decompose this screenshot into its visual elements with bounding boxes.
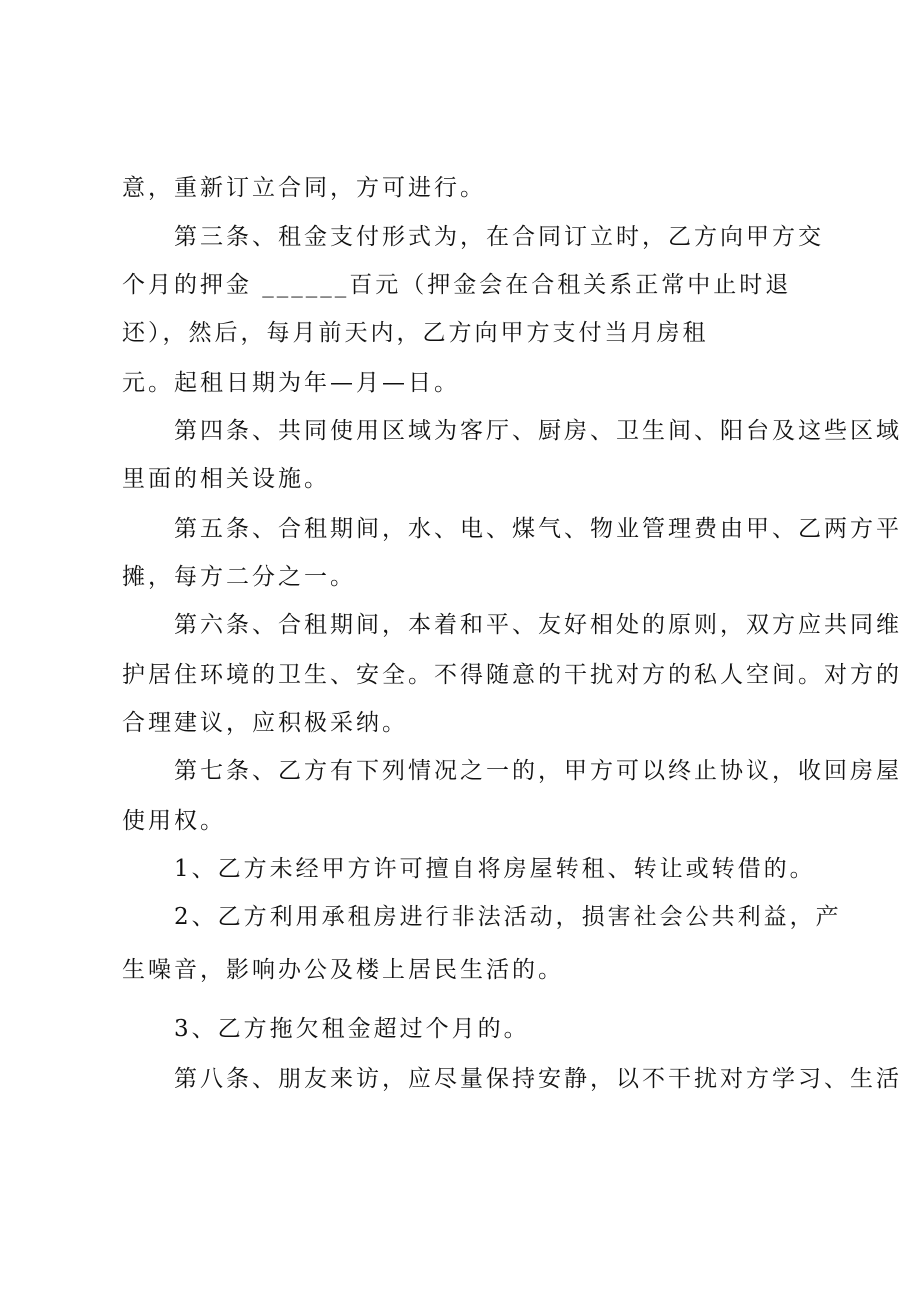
text-line: 第六条、合租期间，本着和平、友好相处的原则，双方应共同维 <box>174 612 902 638</box>
text-line: 1、乙方未经甲方许可擅自将房屋转租、转让或转借的。 <box>174 856 816 882</box>
text-line: 3、乙方拖欠租金超过个月的。 <box>174 1016 530 1042</box>
text-line: 第四条、共同使用区域为客厅、厨房、卫生间、阳台及这些区域 <box>174 418 902 444</box>
text-line: 摊，每方二分之一。 <box>122 564 356 590</box>
text-line: 还），然后，每月前天内，乙方向甲方支付当月房租 <box>122 320 709 346</box>
text-line: 使用权。 <box>122 808 226 834</box>
text-line: 个月的押金 ______百元（押金会在合租关系正常中止时退 <box>122 272 792 298</box>
text-line: 里面的相关设施。 <box>122 466 330 492</box>
text-line: 元。起租日期为年—月—日。 <box>122 370 460 396</box>
text-line: 第五条、合租期间，水、电、煤气、物业管理费由甲、乙两方平 <box>174 516 902 542</box>
text-line: 合理建议，应积极采纳。 <box>122 710 408 736</box>
text-line: 第三条、租金支付形式为，在合同订立时，乙方向甲方交 <box>174 224 824 250</box>
text-line: 生噪音，影响办公及楼上居民生活的。 <box>122 957 564 983</box>
text-line: 护居住环境的卫生、安全。不得随意的干扰对方的私人空间。对方的 <box>122 662 902 688</box>
text-line: 第七条、乙方有下列情况之一的，甲方可以终止协议，收回房屋 <box>174 758 902 784</box>
text-line: 意，重新订立合同，方可进行。 <box>122 175 486 201</box>
text-line: 第八条、朋友来访，应尽量保持安静，以不干扰对方学习、生活 <box>174 1066 902 1092</box>
text-line: 2、乙方利用承租房进行非法活动，损害社会公共利益，产 <box>174 904 842 930</box>
